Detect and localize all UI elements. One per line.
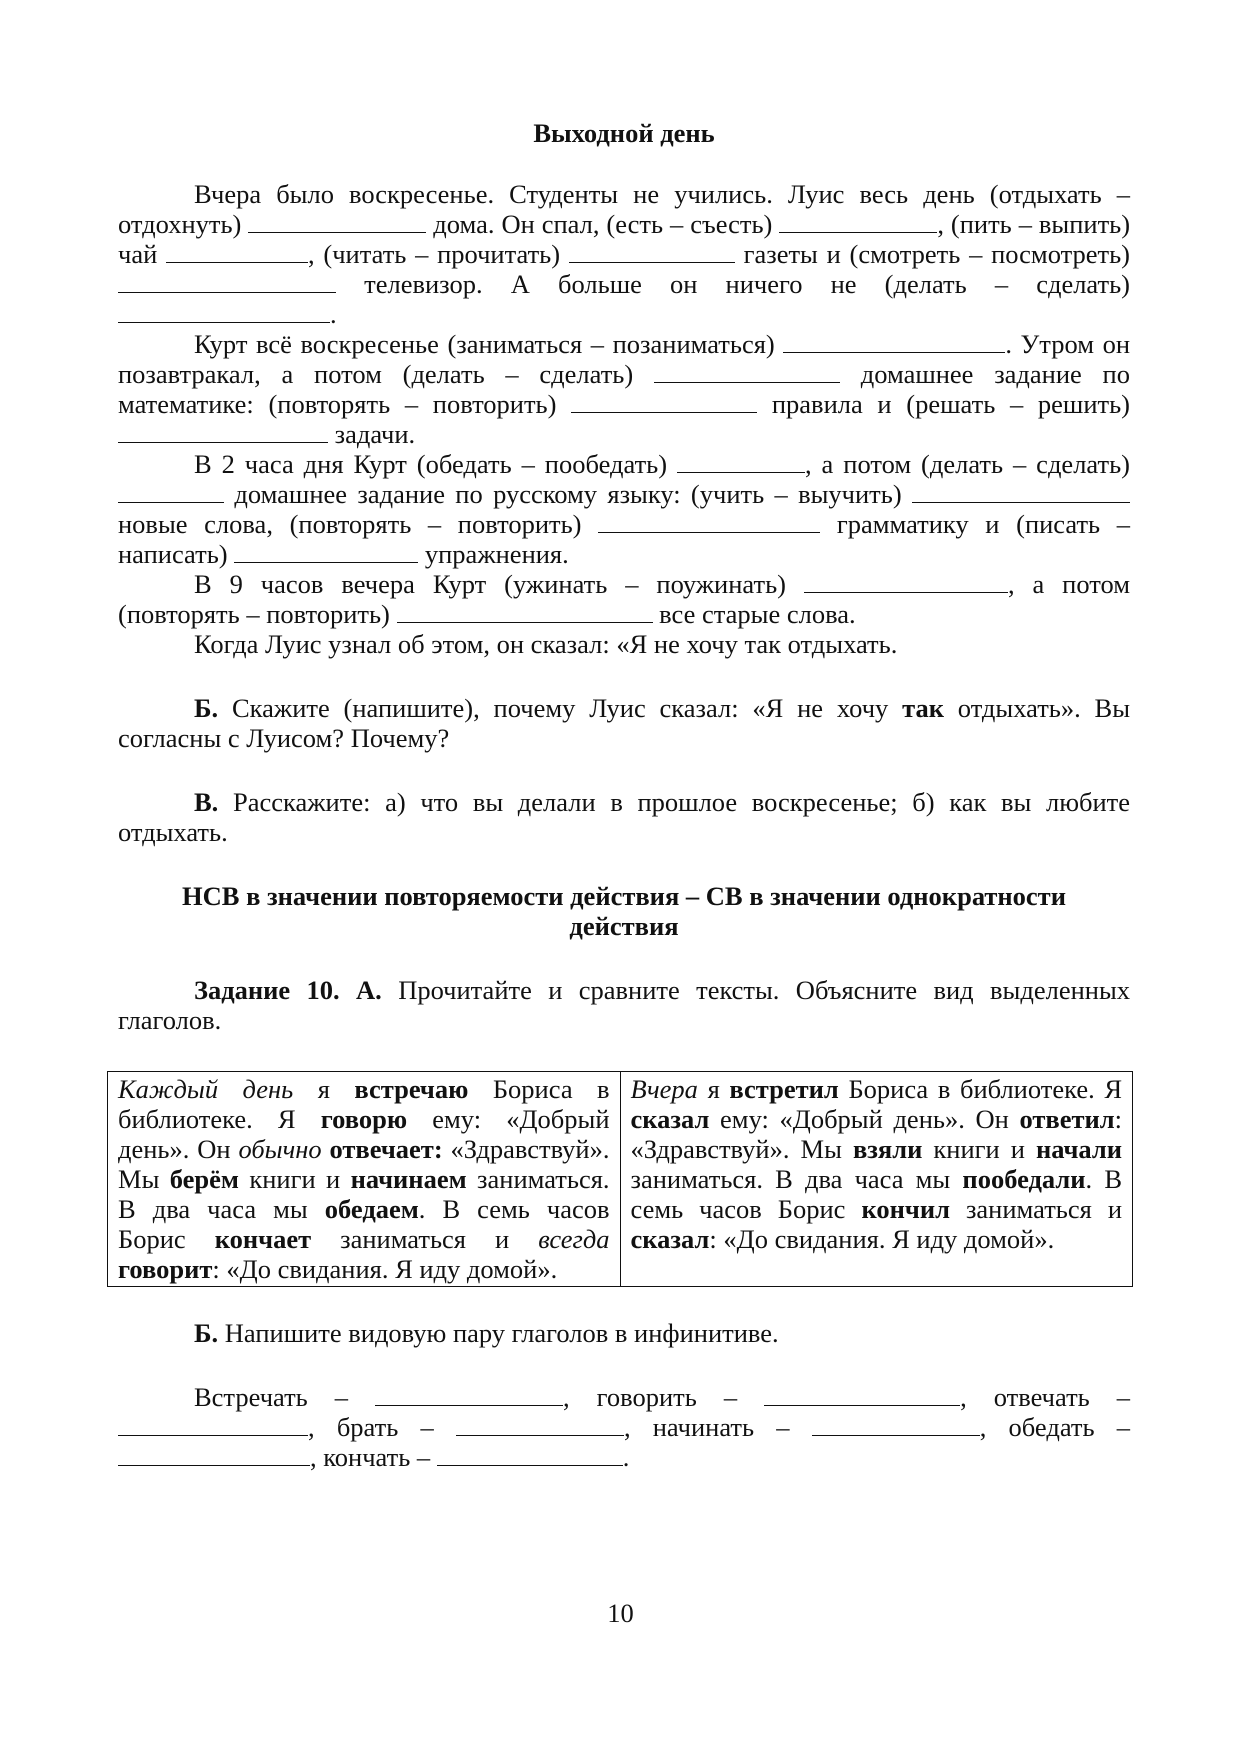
task-label: Б. [194,693,219,723]
bold-verb: кончил [861,1194,950,1224]
answer-blank[interactable] [677,450,805,473]
text: Утром он позавтракал, а потом (делать – сделать) [118,329,1130,389]
text: новые слова, (повторять – повторить) [118,509,582,539]
answer-blank[interactable] [375,1383,563,1406]
exercise-paragraph-5: Когда Луис узнал об этом, он сказал: «Я не хочу так отдыхать. [194,629,898,659]
answer-blank[interactable] [569,240,735,263]
text: : «До свидания. Я иду домой». [212,1254,558,1284]
section-title: Выходной день [533,118,715,148]
text: Вчера было воскресенье. Студенты не учились. Луис весь день (отдыхать – отдохнуть) [118,179,1130,239]
text: : «До свидания. Я иду домой». [709,1224,1055,1254]
bold-verb: говорит [118,1254,213,1284]
bold-verb: встретил [729,1074,839,1104]
text: книги и [249,1164,341,1194]
answer-blank[interactable] [779,210,937,233]
answer-blank[interactable] [437,1443,623,1466]
text: . В семь часов Борис [118,1194,610,1254]
italic-word: всегда [538,1224,610,1254]
text: домашнее задание по русскому языку: (учить – выучить) [234,479,902,509]
text: (пить – выпить) чай [118,209,1131,269]
task-10 [118,975,1130,1035]
exercise-paragraph-4 [118,569,1130,629]
task-label: Задание 10. А. [194,975,382,1005]
text: задачи. [334,419,416,449]
bold-verb: сказал [630,1104,710,1134]
exercise-paragraph-1: Вчера было воскресенье. Студенты не учились. Луис весь день (отдыхать – отдохнуть) дома. Он спал, (есть – съесть) , (пить – выпить) чай , (читать – прочитать) газеты и (смотреть – посмотреть) телевизор. А больше он ничего не (делать – сделать) . [118,179,1131,329]
answer-blank[interactable] [764,1383,960,1406]
text: грамматику и (писать – написать) [118,509,1131,569]
italic-word: обычно [238,1134,322,1164]
answer-blank[interactable] [118,300,330,323]
text-imperfective [108,1072,621,1287]
page-number: 10 [607,1598,634,1628]
text: . В семь часов Борис [630,1164,1122,1224]
bold-verb: встречаю [354,1074,469,1104]
answer-blank[interactable] [248,210,426,233]
verb-pairs-exercise [118,1382,1130,1472]
answer-blank[interactable] [234,540,418,563]
exercise-paragraph-2: Курт всё воскресенье (заниматься – позаниматься) . Утром он позавтракал, а потом (делать – сделать) домашнее задание по математике: (повторять – повторить) правила и (решать – решить) задачи. [118,329,1130,449]
exercise-paragraph-3 [118,449,1130,569]
answer-blank[interactable] [804,570,1008,593]
text: дома. Он спал, (есть – съесть) [433,209,773,239]
text: Курт всё воскресенье (заниматься – позаниматься) [194,329,775,359]
text: Расскажите: а) что вы делали в прошлое воскресенье; б) как вы любите отдыхать. [118,787,1130,847]
text: , отвечать – [960,1382,1131,1412]
answer-blank[interactable] [571,390,757,413]
text: Прочитайте и сравните тексты. Объясните вид выделенных глаголов. [118,975,1130,1035]
text-perfective [620,1072,1133,1287]
answer-blank[interactable] [456,1413,624,1436]
text: заниматься. В два часа мы [118,1164,610,1224]
comparison-table [107,1071,1133,1287]
text: телевизор. А больше он ничего не (делать – сделать) [364,269,1130,299]
answer-blank[interactable] [118,420,328,443]
bold-verb: берём [169,1164,239,1194]
bold-verb: отвечает: [329,1134,443,1164]
task-b2 [118,1318,1130,1348]
bold-verb: взяли [852,1134,923,1164]
page [118,118,1130,1472]
answer-blank[interactable] [598,510,820,533]
text: , говорить – [563,1382,738,1412]
answer-blank[interactable] [118,270,336,293]
text: Бориса в библиотеке. Я [848,1074,1123,1104]
answer-blank[interactable] [783,330,1005,353]
answer-blank[interactable] [166,240,308,263]
task-b [118,693,1130,753]
title-line: НСВ в значении повторяемости действия – СВ в значении однократности [182,881,1066,911]
text: ему: «Добрый день». Он [118,1104,610,1164]
text: Встречать – [194,1382,349,1412]
bold-verb: сказал [630,1224,710,1254]
task-label: Б. [194,1318,219,1348]
text: В 2 часа дня Курт (обедать – пообедать) [194,449,668,479]
answer-blank[interactable] [397,600,653,623]
text: В 9 часов вечера Курт (ужинать – поужинать) [194,569,786,599]
bold-verb: пообедали [962,1164,1086,1194]
italic-word: Каждый день [118,1074,294,1104]
italic-word: Вчера [630,1074,698,1104]
text: заниматься и [965,1194,1122,1224]
text: , а потом (делать – сделать) [805,449,1130,479]
answer-blank[interactable] [912,480,1130,503]
text: Напишите видовую пару глаголов в инфинитиве. [224,1318,779,1348]
text: правила и (решать – решить) [771,389,1130,419]
answer-blank[interactable] [118,1443,310,1466]
text: : «Здравствуй». Мы [630,1104,1122,1164]
title-line: действия [569,911,679,941]
emphasis: так [902,693,944,723]
text: Бориса в библиотеке. Я [118,1074,610,1134]
text: , а потом (повторять – повторить) [118,569,1131,629]
bold-verb: обедаем [324,1194,419,1224]
answer-blank[interactable] [812,1413,980,1436]
text: отдыхать». Вы согласны с Луисом? Почему? [118,693,1131,753]
text: ему: «Добрый день». Он [720,1104,1009,1134]
bold-verb: говорю [320,1104,408,1134]
bold-verb: ответил [1019,1104,1115,1134]
text: домашнее задание по математике: (повторять – повторить) [118,359,1130,419]
task-c [118,787,1130,847]
text: , обедать – [979,1412,1130,1442]
text: заниматься. В два часа мы [630,1164,951,1194]
text: , начинать – [623,1412,790,1442]
text: книги и [933,1134,1025,1164]
text: все старые слова. [659,599,856,629]
text: заниматься и [340,1224,510,1254]
bold-verb: начали [1035,1134,1123,1164]
answer-blank[interactable] [654,360,840,383]
bold-verb: кончает [214,1224,312,1254]
bold-verb: начинаем [350,1164,467,1194]
task-label: В. [194,787,219,817]
text: . [622,1442,630,1472]
text: , кончать – [310,1442,431,1472]
answer-blank[interactable] [118,480,224,503]
text: я [707,1074,720,1104]
section2-title [118,881,1130,941]
text: я [317,1074,330,1104]
text: , брать – [308,1412,434,1442]
text: газеты и (смотреть – посмотреть) [743,239,1131,269]
answer-blank[interactable] [118,1413,308,1436]
text: «Здравствуй». Мы [118,1134,610,1194]
text: Скажите (напишите), почему Луис сказал: «Я не хочу [231,693,889,723]
text: , (читать – прочитать) [308,239,561,269]
text: упражнения. [424,539,569,569]
